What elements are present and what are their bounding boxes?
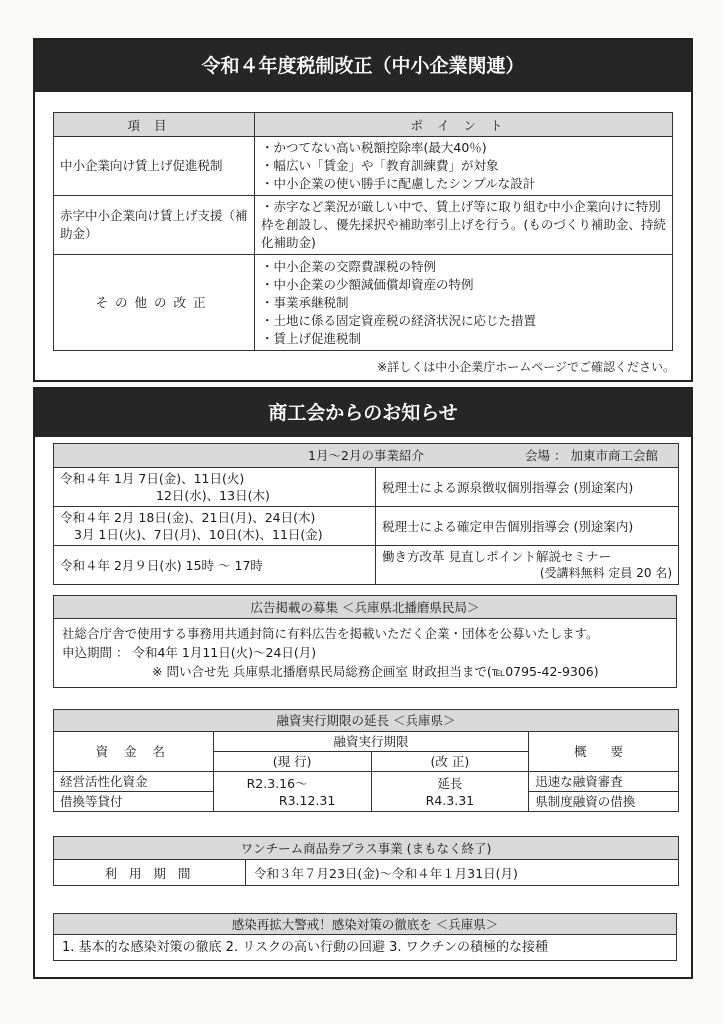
event-date	[54, 507, 376, 546]
notice-panel	[33, 387, 693, 979]
loan-table	[53, 709, 679, 812]
header-point: ポイント	[255, 113, 673, 137]
event-desc: 税理士による確定申告個別指導会 (別途案内)	[376, 507, 679, 546]
ad-title: 広告掲載の募集 ＜兵庫県北播磨県民局＞	[54, 596, 676, 619]
ad-body	[54, 619, 676, 686]
ad-line: 社総合庁舎で使用する事務用共通封筒に有料広告を掲載いただく企業・団体を公募いたします。	[62, 626, 599, 641]
loan-fund: 経営活性化資金	[54, 772, 214, 792]
infection-title: 感染再拡大警戒！感染対策の徹底を ＜兵庫県＞	[54, 914, 676, 935]
event-desc: 税理士による源泉徴収個別指導会 (別途案内)	[376, 468, 679, 507]
loan-header-row	[54, 732, 679, 752]
event-title: 1月～2月の事業紹介	[308, 448, 424, 463]
infection-body: 1. 基本的な感染対策の徹底 2. リスクの高い行動の回避 3. ワクチンの積極的な接種	[62, 940, 548, 955]
loan-summary: 迅速な融資審査	[529, 772, 679, 792]
table-row	[54, 860, 679, 886]
table-row	[54, 468, 679, 507]
point-line: ・事業承継税制	[261, 294, 349, 310]
loan-revised-line: 延長	[437, 775, 463, 791]
coupon-title-row	[54, 837, 679, 860]
point-line: ・中小企業の使い勝手に配慮したシンプルな設計	[261, 176, 536, 191]
row-points: ・赤字など業況が厳しい中で、賃上げ等に取り組む中小企業向けに特別枠を創設し、優先採択や補助率引上げを行う。(ものづくり補助金、持続化補助金)	[255, 196, 673, 255]
table-row	[54, 507, 679, 546]
loan-col-summary: 概 要	[529, 732, 679, 772]
table-row	[54, 255, 673, 351]
tax-reform-panel	[33, 38, 693, 382]
tax-table-header	[54, 113, 673, 137]
event-venue: 会場 ： 加東市商工会館	[525, 448, 658, 463]
notice-title: 商工会からのお知らせ	[35, 389, 691, 437]
row-item: 赤字中小企業向け賃上げ支援（補助金）	[54, 196, 255, 255]
ad-contact: ※ 問い合せ先 兵庫県北播磨県民局総務企画室 財政担当まで(℡0795-42-9306)	[152, 664, 599, 679]
ad-line: 申込期間 ： 令和4年 1月11日(火)～24日(月)	[62, 645, 317, 660]
loan-revised	[371, 772, 529, 812]
event-date-line: 令和４年 2月 18日(金)、21日(月)、24日(木)	[60, 510, 316, 525]
loan-current-line: R3.12.31	[278, 792, 336, 808]
point-line: ・中小企業の少額減価償却資産の特例	[261, 276, 474, 292]
coupon-title: ワンチーム商品券プラス事業 (まもなく終了)	[54, 837, 679, 860]
loan-col-name: 資 金 名	[54, 732, 214, 772]
coupon-label: 利 用 期 間	[54, 860, 246, 886]
point-line: ・賃上げ促進税制	[261, 330, 362, 346]
loan-current-line: R2.3.16～	[246, 775, 308, 791]
event-desc	[376, 546, 679, 585]
table-row	[54, 196, 673, 255]
loan-summary: 県制度融資の借換	[529, 792, 679, 812]
loan-col-period: 融資実行期限	[213, 732, 529, 752]
event-date: 令和４年 2月９日(水) 15時 ～ 17時	[54, 546, 376, 585]
loan-revised-line: R4.3.31	[425, 792, 475, 808]
ad-recruit-box	[53, 595, 677, 688]
tax-reform-title: 令和４年度税制改正（中小企業関連）	[35, 40, 691, 92]
row-item: その他の改正	[54, 255, 255, 351]
point-line: ・幅広い「賃金」や「教育訓練費」が対象	[261, 158, 499, 173]
row-points	[255, 255, 673, 351]
event-table	[53, 443, 679, 585]
tax-table	[53, 112, 673, 351]
event-desc-note: (受講料無料 定員 20 名)	[539, 566, 672, 580]
table-row	[54, 546, 679, 585]
table-row	[54, 137, 673, 196]
event-header-cell	[54, 444, 679, 468]
loan-col-revised: (改 正)	[371, 752, 529, 772]
coupon-period: 令和３年７月23日(金)～令和４年１月31日(月)	[246, 860, 679, 886]
event-desc-line: 働き方改革 見直しポイント解説セミナー	[382, 549, 611, 564]
header-item: 項目	[54, 113, 255, 137]
event-date	[54, 468, 376, 507]
event-table-header	[54, 444, 679, 468]
loan-current	[213, 772, 371, 812]
loan-fund: 借換等貸付	[54, 792, 214, 812]
loan-title: 融資実行期限の延長 ＜兵庫県＞	[54, 710, 679, 732]
event-date-line: 3月 1日(火)、7日(月)、10日(木)、11日(金)	[74, 527, 323, 542]
loan-col-current: (現 行)	[213, 752, 371, 772]
loan-title-row	[54, 710, 679, 732]
point-line: ・中小企業の交際費課税の特例	[261, 258, 437, 274]
row-points	[255, 137, 673, 196]
point-line: ・かつてない高い税額控除率(最大40％)	[261, 140, 487, 155]
tax-note: ※詳しくは中小企業庁ホームページでご確認ください。	[377, 360, 675, 374]
event-date-line: 12日(水)、13日(木)	[156, 488, 270, 503]
coupon-table	[53, 836, 679, 886]
event-date-line: 令和４年 1月 7日(金)、11日(火)	[60, 471, 245, 486]
row-item: 中小企業向け賃上げ促進税制	[54, 137, 255, 196]
point-line: ・土地に係る固定資産税の経済状況に応じた措置	[261, 312, 537, 328]
infection-box	[53, 913, 677, 961]
table-row	[54, 772, 679, 792]
